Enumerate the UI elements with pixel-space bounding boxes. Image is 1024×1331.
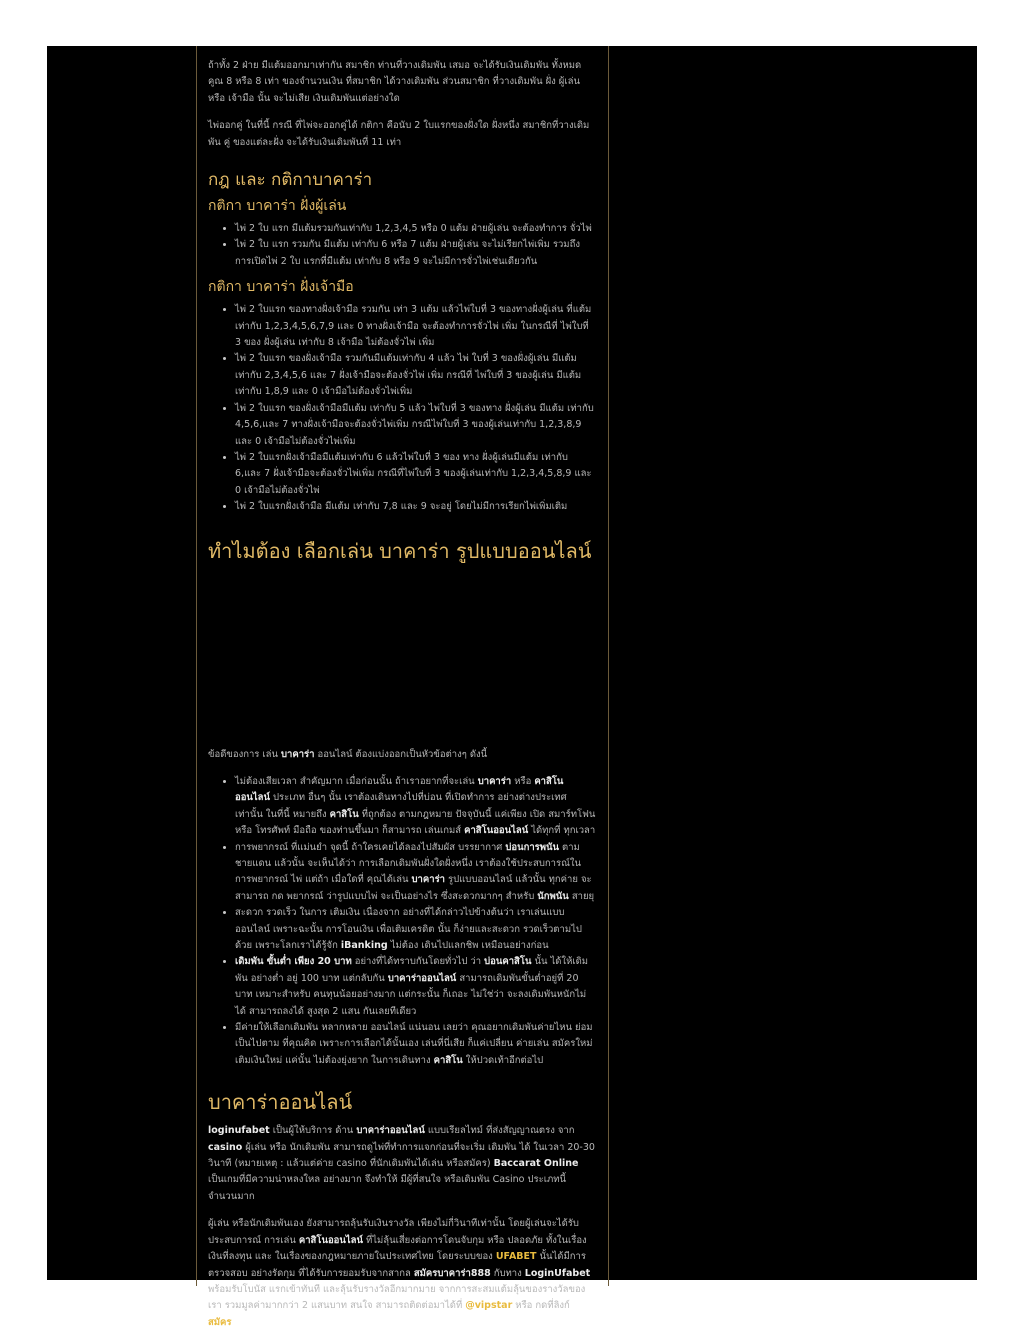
text-run: ผู้เล่น หรือ นักเดิมพัน สามารถดูไพ่ที่ทำการแจกก่อนที่จะเริ่ม เดิมพัน ได้ ในเวลา 20-30 วินาที (หมายเหตุ : แล้วแต่ค่าย casino ที่นักเดิมพันได้เล่น หรือสมัคร): [208, 1141, 595, 1170]
bold-run: LoginUfabet: [524, 1267, 591, 1279]
text-run: ไม่ต้อง เดินไปแลกชิพ เหมือนอย่างก่อน: [387, 940, 549, 951]
text-run: รูปแบบออนไลน์ แล้วนั้น ทุกค่าย จะสามารถ กด พยากรณ์ ว่ารูปแบบไพ่ จะเป็นอย่างไร ซึ่งสะดวกมากๆ สำหรับ: [235, 874, 592, 902]
bold-run: บ่อนคาสิโน: [484, 956, 532, 968]
list-item: • ไพ่ 2 ใบแรกฝั่งเจ้ามือมีแต้มเท่ากับ 6 แล้วไพ่ใบที่ 3 ของ ทาง ฝั่งผู้เล่นมีแต้ม เท่ากับ 6,และ 7 ฝั่งเจ้ามือจะต้องจั่วไพ่เพิ่ม กรณีที่ไพ่ใบที่ 3 ของผู้เล่นเท่ากับ 1,2,3,4,5,8,9 และ 0 เจ้ามือไม่ต้องจั่วไพ่: [235, 450, 596, 499]
bold-run: บาคาร่า: [281, 748, 315, 760]
text-run: การพยากรณ์ ที่แม่นยำ จุดนี้ ถ้าใครเคยได้ลองไปสัมผัส บรรยากาศ: [235, 841, 506, 853]
highlight-link[interactable]: UFABET: [495, 1251, 537, 1263]
text-run: ไม่ต้องเสียเวลา สำคัญมาก เมื่อก่อนนั้น ถ้าเราอยากที่จะเล่น: [235, 775, 478, 787]
text-run: สะดวก รวดเร็ว ในการ เติมเงิน เนื่องจาก อย่างที่ได้กล่าวไปข้างต้นว่า เราเล่นแบบออนไลน์ เพราะฉะนั้น การโอนเงิน เพื่อเติมเครดิต นั้น ก็ง่ายและสะดวก รวดเร็วตามไปด้วย เพราะโลกเราได้รู้จัก: [235, 907, 582, 951]
bold-run: เดิมพัน ขั้นต่ำ เพียง 20 บาท: [235, 956, 352, 968]
bold-run: casino: [208, 1141, 243, 1153]
text-run: เป็นผู้ให้บริการ ด้าน: [269, 1125, 357, 1137]
list-item: • ไพ่ 2 ใบแรกฝั่งเจ้ามือ มีแต้ม เท่ากับ 7,8 และ 9 จะอยู่ โดยไม่มีการเรียกไพ่เพิ่มเติม: [235, 499, 596, 515]
bold-run: บาคาร่า: [477, 775, 512, 787]
bold-run: Baccarat Online: [493, 1158, 579, 1170]
list-item: [235, 954, 596, 1020]
bold-run: บ่อนการพนัน: [505, 841, 560, 853]
list-item: [235, 840, 596, 906]
list-item: • ไพ่ 2 ใบ แรก มีแต้มรวมกันเท่ากับ 1,2,3,4,5 หรือ 0 แต้ม ฝ่ายผู้เล่น จะต้องทำการ จั่วไพ่: [235, 221, 596, 237]
article-column: [196, 46, 609, 1328]
bold-run: บาคาร่าออนไลน์: [356, 1125, 425, 1137]
bold-run: คาสิโน: [433, 1054, 463, 1066]
document-page: [47, 46, 977, 1328]
text-run: ได้ทุกที่ ทุกเวลา: [528, 825, 596, 837]
text-run: อย่างที่ได้ทราบกันโดยทั่วไป ว่า: [351, 956, 485, 968]
text-run: นั้นได้มีการตรวจสอบ อย่างรัดกุม ที่ได้รับการยอมรับจากสากล: [208, 1251, 586, 1279]
text-run: กับทาง: [490, 1267, 525, 1279]
text-run: แบบเรียลไทม์ ที่ส่งสัญญาณตรง จาก: [424, 1125, 575, 1137]
text-run: ตามชายแดน แล้วนั้น จะเห็นได้ว่า การเลือกเดิมพันฝั่งใดฝั่งหนึ่ง เราต้องใช้ประสบการณ์ในการพยากรณ์ ไพ่ แต่ถ้า เมื่อใดที่ คุณได้เล่น: [235, 841, 582, 886]
player-rules-list: [208, 221, 596, 270]
highlight-link[interactable]: @vipstar: [465, 1300, 513, 1312]
baccarat-online-heading: บาคาร่าออนไลน์: [208, 1090, 353, 1115]
online-paragraph-1: [208, 1123, 596, 1205]
banker-rules-list: [208, 302, 596, 515]
text-run: นั้น ได้ให้เดิมพัน อย่างต่ำ อยู่ 100 บาท แต่กลับกัน: [235, 956, 589, 984]
list-item: • ไพ่ 2 ใบแรก ของฝั่งเจ้ามือ รวมกันมีแต้มเท่ากับ 4 แล้ว ไพ่ ใบที่ 3 ของฝั่งผู้เล่น มีแต้มเท่ากับ 2,3,4,5,6 และ 7 ฝั่งเจ้ามือจะต้องจั่วไพ่ เพิ่ม กรณีที่ ไพ่ใบที่ 3 ของผู้เล่น มีแต้ม เท่ากับ 1,8,9 และ 0 เจ้ามือไม่ต้องจั่วไพ่เพิ่ม: [235, 351, 596, 400]
text-run: ให้ปวดเท้าอีกต่อไป: [462, 1054, 544, 1066]
rules-heading: กฎ และ กติกาบาคาร่า: [208, 170, 373, 191]
banker-rules-heading: กติกา บาคาร่า ฝั่งเจ้ามือ: [208, 279, 354, 296]
bold-run: บาคาร่าออนไลน์: [387, 972, 457, 984]
list-item: [235, 1020, 596, 1069]
bold-run: คาสิโนออนไลน์: [298, 1234, 363, 1246]
text-run: ออนไลน์ ต้องแบ่งออกเป็นหัวข้อต่างๆ ดังนี้: [314, 748, 488, 760]
why-lead-paragraph: [208, 747, 596, 763]
bold-run: คาสิโนออนไลน์: [464, 825, 529, 837]
why-online-heading: ทำไมต้อง เลือกเล่น บาคาร่า รูปแบบออนไลน์: [208, 538, 592, 563]
bold-run: นักพนัน: [537, 890, 569, 902]
bold-run: คาสิโนออนไลน์: [235, 775, 564, 804]
online-paragraph-2: [208, 1216, 596, 1331]
text-run: มีค่ายให้เลือกเดิมพัน หลากหลาย ออนไลน์ แน่นอน เลยว่า คุณอยากเดิมพันค่ายไหน ย่อมเป็นไปตาม ที่คุณคิด เพราะการเลือกได้นั้นเอง เล่นที่นี่เสีย ก็แค่เปลี่ยน ค่ายเล่น สมัครใหม่ เติมเงินใหม่ แค่นั้น ไม่ต้องยุ่งยาก ในการเดินทาง: [235, 1022, 593, 1066]
bold-run: loginufabet: [208, 1125, 270, 1137]
bold-run: iBanking: [340, 940, 388, 951]
list-item: • ไพ่ 2 ใบ แรก รวมกัน มีแต้ม เท่ากับ 6 หรือ 7 แต้ม ฝ่ายผู้เล่น จะไม่เรียกไพ่เพิ่ม รวมถึง การเปิดไพ่ 2 ใบ แรกที่มีแต้ม เท่ากับ 8 หรือ 9 จะไม่มีการจั่วไพ่เช่นเดียวกัน: [235, 237, 596, 270]
intro-paragraph-tie: ถ้าทั้ง 2 ฝ่าย มีแต้มออกมาเท่ากัน สมาชิก ท่านที่วางเดิมพัน เสมอ จะได้รับเงินเดิมพัน ทั้งหมด คูณ 8 หรือ 8 เท่า ของจำนวนเงิน ที่สมาชิก ได้วางเดิมพัน ส่วนสมาชิก ที่วางเดิมพัน ฝั่ง ผู้เล่น หรือ เจ้ามือ นั้น จะไม่เสีย เงินเดิมพันแต่อย่างใด: [208, 60, 582, 104]
text-run: ประเภท อื่นๆ นั้น เราต้องเดินทางไปที่บ่อน ที่เปิดทำการ อย่างต่างประเทศ เท่านั้น ในที่นี้ หมายถึง: [235, 792, 567, 820]
text-run: สายยุ: [568, 890, 595, 902]
text-run: สามารถเดิมพันขั้นต่ำอยู่ที่ 20 บาท เหมาะสำหรับ คนทุนน้อยอย่างมาก แต่กระนั้น ก็เถอะ ไม่ใช่ว่า จะลงเดิมพันหนักไม่ได้ สามารถลงได้ สูงสุด 2 แสน กันเลยทีเดียว: [235, 972, 587, 1017]
intro-paragraph-pair: ไพ่ออกคู่ ในที่นี้ กรณี ที่ไพ่จะออกคู่ได้ กติกา คือนับ 2 ใบแรกของฝั่งใด ฝั่งหนึ่ง สมาชิกที่วางเดิมพัน คู่ ของแต่ละฝั่ง จะได้รับเงินเดิมพันที่ 11 เท่า: [208, 120, 590, 148]
list-item: • ไพ่ 2 ใบแรก ของฝั่งเจ้ามือมีแต้ม เท่ากับ 5 แล้ว ไพ่ใบที่ 3 ของทาง ฝั่งผู้เล่น มีแต้ม เท่ากับ 4,5,6,และ 7 ทางฝั่งเจ้ามือจะต้องจั่วไพ่เพิ่ม กรณีไพ่ใบที่ 3 ของผู้เล่นเท่ากับ 1,2,3,8,9 และ 0 เจ้ามือไม่ต้องจั่วไพ่เพิ่ม: [235, 401, 596, 450]
list-item: • ไพ่ 2 ใบแรก ของทางฝั่งเจ้ามือ รวมกัน เท่า 3 แต้ม แล้วไพ่ใบที่ 3 ของทางฝั่งผู้เล่น ที่แต้มเท่ากับ 1,2,3,4,5,6,7,9 และ 0 ทางฝั่งเจ้ามือ จะต้องทำการจั่วไพ่ เพิ่ม ในกรณีที่ ไพ่ใบที่ 3 ของ ฝั่งผู้เล่น เท่ากับ 8 เจ้ามือ ไม่ต้องจั่วไพ่ เพิ่ม: [235, 302, 596, 351]
bold-run: บาคาร่า: [411, 874, 446, 886]
highlight-link[interactable]: สมัคร: [208, 1316, 232, 1328]
text-run: ที่ไม่ลุ้นเสี่ยงต่อการโดนจับกุม หรือ ปลอดภัย ทั้งในเรื่องเงินที่ลงทุน และ ในเรื่องของกฎหมายภายในประเทศไทย โดยระบบของ: [208, 1234, 587, 1263]
text-run: พร้อมรับโบนัส แรกเข้าทันที และลุ้นรับรางวัลอีกมากมาย จากการสะสมแต้มลุ้นของรางวัลของเรา รวมมูลค่ามากกว่า 2 แสนบาท สนใจ สามารถติดต่อมาได้ที่: [208, 1283, 586, 1312]
text-run: ข้อดีของการ เล่น: [208, 748, 281, 760]
list-item: [235, 774, 596, 840]
bold-run: คาสิโน: [329, 808, 359, 820]
list-item: [235, 905, 596, 954]
text-run: หรือ: [511, 775, 535, 787]
bold-run: สมัครบาคาร่า888: [413, 1267, 491, 1279]
text-run: ผู้เล่น หรือนักเดิมพันเอง ยังสามารถลุ้นรับเงินรางวัล เพียงไม่กี่วินาทีเท่านั้น โดยผู้เล่นจะได้รับประสบการณ์ การเล่น: [208, 1218, 579, 1246]
embedded-media-placeholder: [208, 572, 596, 747]
advantages-list: [208, 774, 596, 1069]
text-run: เป็นเกมที่มีความน่าหลงใหล อย่างมาก จึงทำให้ มีผู้ที่สนใจ หรือเดิมพัน Casino ประเภทนี้ จำนวนมาก: [208, 1174, 567, 1202]
text-run: ที่ถูกต้อง ตามกฎหมาย ปัจจุบันนี้ แค่เพียง เปิด สมาร์ทโฟน หรือ โทรศัพท์ มือถือ ของท่านขึ้นมา ก็สามารถ เล่นเกมส์: [235, 808, 596, 837]
player-rules-heading: กติกา บาคาร่า ฝั่งผู้เล่น: [208, 198, 347, 215]
text-run: หรือ กดที่ลิงก์: [512, 1300, 570, 1312]
